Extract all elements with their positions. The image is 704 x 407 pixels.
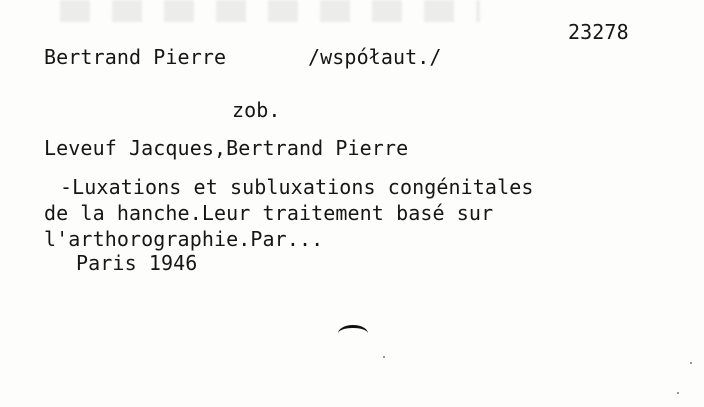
title-line-1: -Luxations et subluxations congénitales: [60, 175, 534, 199]
authors-line: Leveuf Jacques,Bertrand Pierre: [44, 136, 409, 160]
card-number: 23278: [568, 20, 629, 44]
title-line-2: de la hanche.Leur traitement basé sur: [44, 201, 494, 225]
faint-show-through-text: [60, 0, 480, 22]
punch-hole-mark: [338, 325, 368, 342]
title-line-3: l'arthorographie.Par...: [44, 227, 324, 251]
paper-speck: [383, 356, 385, 358]
paper-speck: [677, 392, 679, 394]
paper-speck: [690, 362, 692, 364]
see-reference: zob.: [232, 98, 281, 122]
heading-author: Bertrand Pierre: [44, 45, 227, 69]
imprint-line: Paris 1946: [76, 251, 198, 275]
heading-role: /współaut./: [308, 45, 442, 69]
